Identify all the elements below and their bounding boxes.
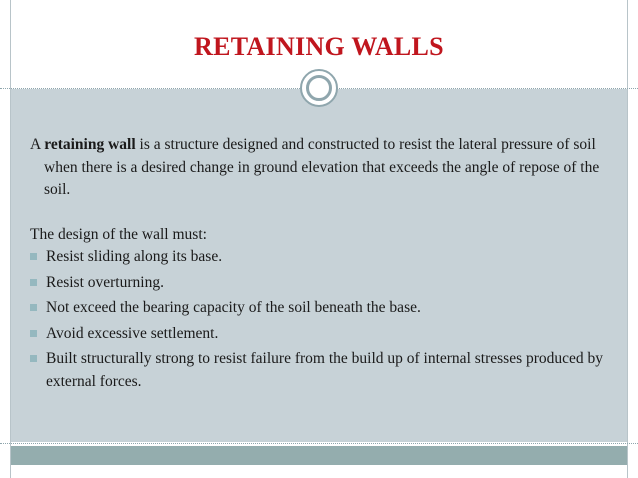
inner-circle [306,75,332,101]
definition-prefix: A [30,136,45,153]
double-circle-icon [300,69,338,107]
list-item [30,297,615,320]
square-bullet-icon [30,253,37,260]
list-item-text: Resist sliding along its base. [46,248,223,265]
definition-text: is a structure designed and constructed to resist the lateral pressure of soil when there is a desired change in ground elevation that exceeds the angle of repose of the soil. [44,136,600,198]
design-intro: The design of the wall must: [30,225,207,243]
slide-body [30,134,615,396]
slide-title: RETAINING WALLS [194,32,444,61]
list-item [30,348,615,393]
square-bullet-icon [30,304,37,311]
list-item [30,246,615,269]
list-item-text: Resist overturning. [46,273,164,291]
footer-divider [0,443,638,444]
list-item [30,323,615,346]
list-item-text: Built structurally strong to resist failure from the build up of internal stresses produced by external forces. [46,350,604,390]
square-bullet-icon [30,279,37,286]
definition-paragraph [30,134,615,202]
slide-footer-band [11,446,627,465]
definition-term: retaining wall [44,136,136,153]
paragraph-gap [30,202,615,224]
list-item-text: Avoid excessive settlement. [46,324,219,342]
square-bullet-icon [30,330,37,337]
square-bullet-icon [30,355,37,362]
list-item-text: Not exceed the bearing capacity of the soil beneath the base. [46,299,421,316]
design-requirements-list [30,246,615,393]
list-item [30,272,615,295]
